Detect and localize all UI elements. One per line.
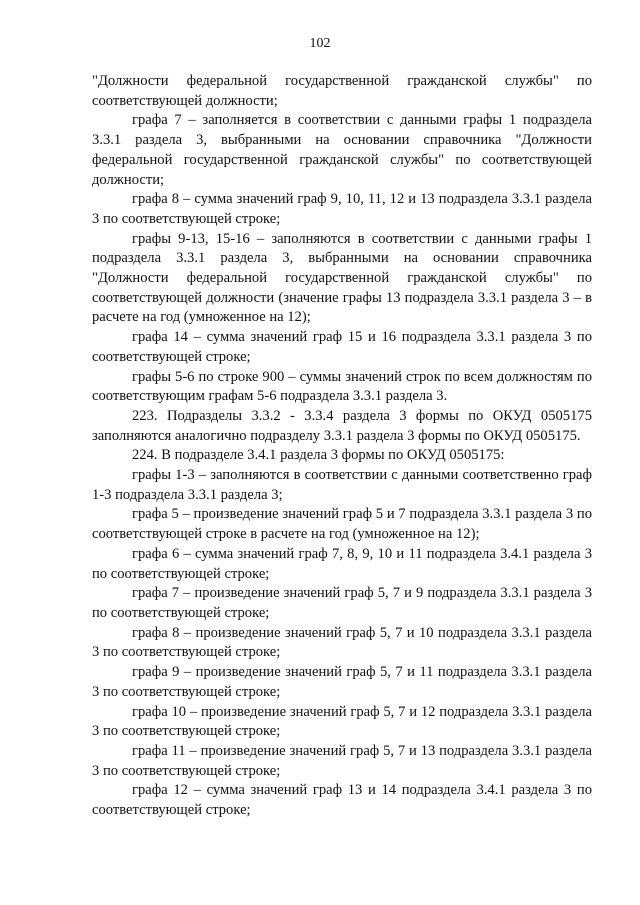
paragraph-continuation: "Должности федеральной государственной гражданской службы" по соответствующей должности; — [92, 73, 592, 109]
paragraph-column-14: графа 14 – сумма значений граф 15 и 16 подраздела 3.3.1 раздела 3 по соответствующей строке; — [92, 329, 592, 365]
paragraph-column-7: графа 7 – заполняется в соответствии с данными графы 1 подраздела 3.3.1 раздела 3, выбранными на основании справочника "Должности федеральной государственной гражданской службы" по соответствующей должности; — [92, 112, 592, 188]
paragraph-column-7-product: графа 7 – произведение значений граф 5, 7 и 9 подраздела 3.3.1 раздела 3 по соответствующей строке; — [92, 585, 592, 621]
paragraph-column-11-product: графа 11 – произведение значений граф 5, 7 и 13 подраздела 3.3.1 раздела 3 по соответствующей строке; — [92, 742, 592, 779]
paragraph-column-9-product: графа 9 – произведение значений граф 5, 7 и 11 подраздела 3.3.1 раздела 3 по соответствующей строке; — [92, 664, 592, 700]
paragraph-column-6: графа 6 – сумма значений граф 7, 8, 9, 10 и 11 подраздела 3.4.1 раздела 3 по соответствующей строке; — [92, 545, 592, 582]
document-body — [92, 72, 592, 821]
paragraph-item-223: 223. Подразделы 3.3.2 - 3.3.4 раздела 3 формы по ОКУД 0505175 заполняются аналогично подразделу 3.3.1 раздела 3 формы по ОКУД 0505175. — [92, 407, 592, 444]
paragraph-columns-1-3: графы 1-3 – заполняются в соответствии с данными соответственно граф 1-3 подраздела 3.3.1 раздела 3; — [92, 467, 592, 503]
paragraph-column-8: графа 8 – сумма значений граф 9, 10, 11, 12 и 13 подраздела 3.3.1 раздела 3 по соответствующей строке; — [92, 191, 592, 227]
paragraph-column-10-product: графа 10 – произведение значений граф 5, 7 и 12 подраздела 3.3.1 раздела 3 по соответствующей строке; — [92, 703, 592, 740]
paragraph-columns-9-13-15-16: графы 9-13, 15-16 – заполняются в соответствии с данными графы 1 подраздела 3.3.1 раздела 3, выбранными на основании справочника "Должности федеральной государственной гражданской службы" по соответствующей должности (значение графы 13 подраздела 3.3.1 раздела 3 – в расчете на год (умноженное на 12); — [92, 230, 592, 326]
page-number: 102 — [309, 36, 331, 51]
paragraph-columns-5-6-row-900: графы 5-6 по строке 900 – суммы значений строк по всем должностям по соответствующим графам 5-6 подраздела 3.3.1 раздела 3. — [92, 368, 592, 405]
paragraph-column-12-sum: графа 12 – сумма значений граф 13 и 14 подраздела 3.4.1 раздела 3 по соответствующей строке; — [92, 782, 592, 819]
paragraph-column-8-product: графа 8 – произведение значений граф 5, 7 и 10 подраздела 3.3.1 раздела 3 по соответствующей строке; — [92, 624, 592, 661]
paragraph-item-224: 224. В подразделе 3.4.1 раздела 3 формы по ОКУД 0505175: — [132, 447, 505, 464]
paragraph-column-5: графа 5 – произведение значений граф 5 и 7 подраздела 3.3.1 раздела 3 по соответствующей строке в расчете на год (умноженное на 12); — [92, 506, 592, 543]
